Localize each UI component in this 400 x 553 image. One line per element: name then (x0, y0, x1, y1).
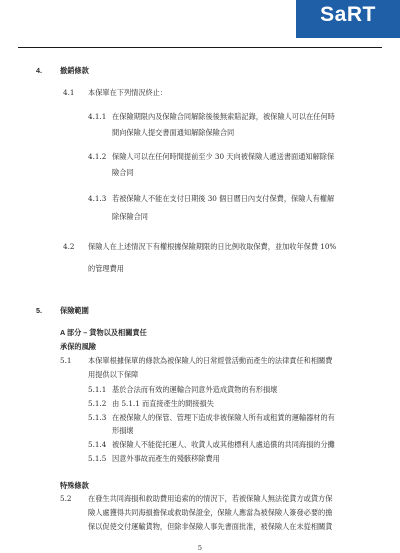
part-a-heading: A 部分 – 貨物以及相關責任 (60, 328, 147, 337)
clause-5-1-line2: 用提供以下保障 (88, 370, 139, 379)
clause-4-1-3-line1: 若被保險人不能在支付日期後 30 個日曆日內支付保費，保險人有權解 (112, 194, 335, 203)
clause-5-1-3-line2: 形損壞 (112, 426, 134, 435)
clause-5-1-1-number: 5.1.1 (88, 385, 107, 394)
clause-5-1-5-text: 因意外事故而產生的殘骸移除費用 (112, 454, 220, 463)
clause-5-1-5-number: 5.1.5 (88, 454, 107, 463)
clause-4-2-number: 4.2 (63, 242, 75, 251)
brand-logo: SaRT (296, 0, 400, 38)
clause-4-2-line1: 保險人在上述情況下有權根據保險期限的日比例收取保費，並加收年保費 10% (88, 242, 337, 251)
clause-5-1-3-line1: 在被保險人的保管、管理下造成非被保險人所有或租賃的運輸器材的有 (112, 413, 335, 422)
clause-4-2-line2: 的管理費用 (88, 264, 124, 273)
clause-4-1-2-line1: 保險人可以在任何時間提前至少 30 天向被保險人遞送書面通知解除保 (112, 152, 335, 161)
clause-4-1-3-number: 4.1.3 (88, 194, 107, 203)
clause-5-1-2-number: 5.1.2 (88, 399, 107, 408)
clause-5-1-line1: 本保單根據保單的條款為被保險人的日常經營活動而產生的法律責任和相關費 (88, 356, 333, 365)
clause-4-1-1-number: 4.1.1 (88, 112, 107, 121)
clause-4-1-2-number: 4.1.2 (88, 152, 107, 161)
header-rule (18, 47, 382, 48)
clause-5-2-line3: 保以促使交付運輸貨物，但除非保險人事先書面批准，被保險人在未從相關貨 (88, 522, 333, 531)
section-4-title: 撤銷條款 (60, 66, 89, 75)
section-5-number: 5. (36, 306, 42, 315)
insured-risks-heading: 承保的風險 (60, 342, 96, 351)
clause-4-1-text: 本保單在下列情況終止： (88, 88, 168, 97)
clause-5-1-4-text: 被保險人不能從托運人、收貨人或其他標利人處追償的共同海損的分攤 (112, 440, 335, 449)
section-4-number: 4. (36, 66, 42, 75)
clause-5-1-number: 5.1 (60, 356, 72, 365)
clause-5-1-3-number: 5.1.3 (88, 413, 107, 422)
clause-5-2-line2: 險人處獲得共同海損擔保或救助保證金，保險人應當為被保險人簽發必要的擔 (88, 508, 333, 517)
section-5-title: 保險範圍 (60, 306, 89, 315)
clause-4-1-number: 4.1 (63, 88, 75, 97)
special-terms-heading: 特殊條款 (60, 481, 89, 490)
clause-4-1-1-line1: 在保險期限內及保險合同解除後後無索賠記錄，被保險人可以在任何時 (112, 112, 335, 121)
clause-5-2-number: 5.2 (60, 494, 72, 503)
clause-5-1-2-text: 由 5.1.1 而直接產生的間接損失 (112, 399, 214, 408)
clause-4-1-1-line2: 間向保險人提交書面通知解除保險合同 (112, 128, 235, 137)
clause-5-1-1-text: 基於合法而有效的運輸合同意外造成貨物的有形損壞 (112, 385, 278, 394)
page-number: 5 (197, 544, 203, 552)
clause-4-1-3-line2: 除保險合同 (112, 212, 148, 221)
clause-5-2-line1: 在發生共同海損和救助費用追索的的情況下，若被保險人無法從貨方或貨方保 (88, 494, 333, 503)
clause-4-1-2-line2: 險合同 (112, 168, 134, 177)
clause-5-1-4-number: 5.1.4 (88, 440, 107, 449)
